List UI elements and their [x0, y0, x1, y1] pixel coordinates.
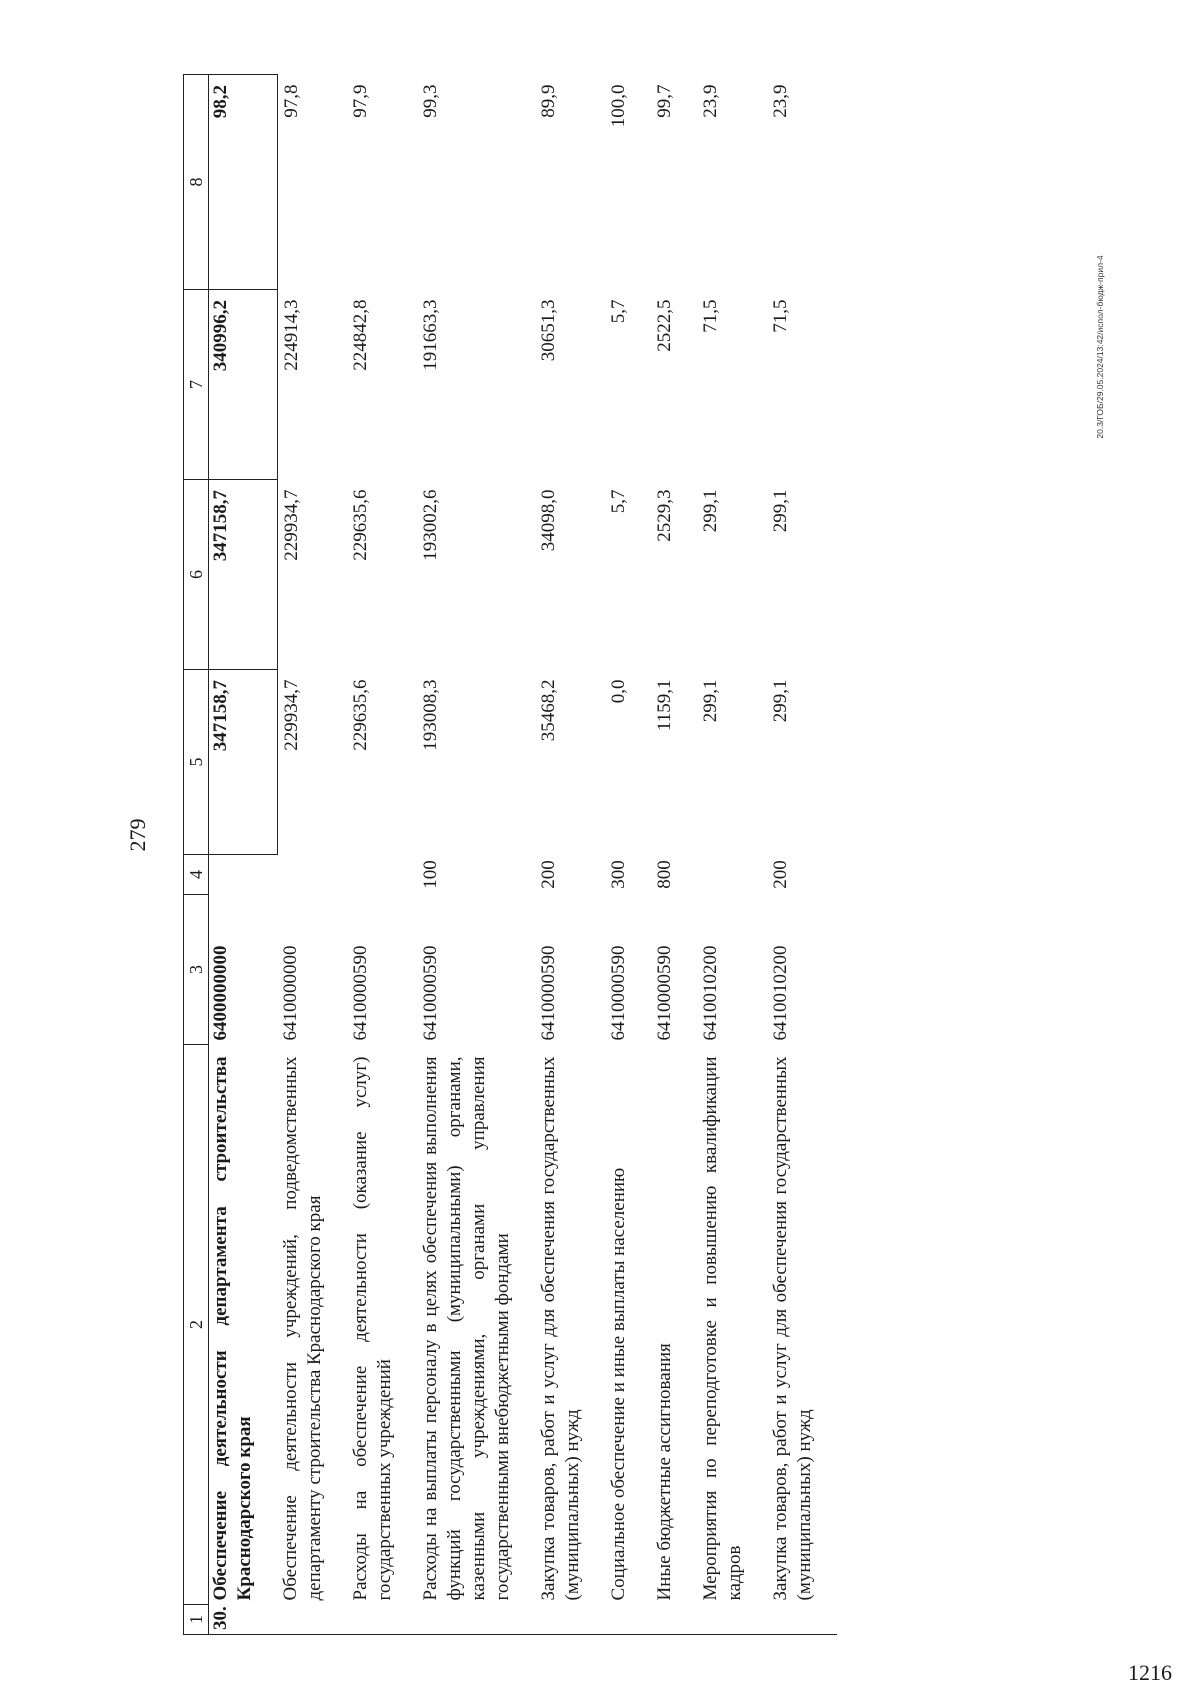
row-code: 6410000000 [280, 945, 301, 1041]
document-stamp: 20.3/ГОБ/29.05.2024/13:42/испол-бюдж-прил-4 [1095, 255, 1105, 439]
row-value-5: 193008,3 [420, 679, 441, 751]
row-value-8: 99,7 [654, 84, 675, 118]
row-value-5: 347158,7 [209, 670, 278, 855]
row-name: Мероприятия по переподготовке и повышению квалификации кадров [700, 1056, 745, 1601]
col-header-6: 6 [184, 480, 209, 670]
row-name: Иные бюджетные ассигнования [654, 1343, 675, 1601]
row-number [697, 1605, 767, 1635]
col-header-7: 7 [184, 290, 209, 480]
outer-page-number: 1216 [1128, 1660, 1172, 1685]
table-row [277, 75, 347, 1635]
row-code: 6410000590 [538, 945, 559, 1041]
budget-table [183, 74, 837, 1635]
table-row [697, 75, 767, 1635]
row-code: 6410000590 [420, 945, 441, 1041]
col-header-4: 4 [184, 855, 209, 895]
row-number: 30. [209, 1605, 278, 1635]
row-number [417, 1605, 535, 1635]
row-value-6: 2529,3 [654, 489, 675, 542]
table-row [347, 75, 417, 1635]
inner-page-number: 279 [125, 818, 150, 852]
row-value-6: 299,1 [700, 489, 721, 533]
table-header-row [184, 75, 209, 1635]
row-type: 800 [654, 860, 675, 889]
row-value-8: 89,9 [538, 84, 559, 118]
row-type: 100 [420, 860, 441, 889]
row-value-6: 34098,0 [538, 489, 559, 552]
table-row [417, 75, 535, 1635]
col-header-3: 3 [184, 895, 209, 1045]
row-value-8: 100,0 [608, 84, 629, 128]
row-number [535, 1605, 605, 1635]
col-header-1: 1 [184, 1605, 209, 1635]
row-code: 6410000590 [350, 945, 371, 1041]
row-name: Расходы на выплаты персоналу в целях обеспечения выполнения функций государственными (муниципальными) органами, казенными учреждениями, органами управления государственными внебюджетными фондами [420, 1056, 513, 1601]
row-value-5: 35468,2 [538, 679, 559, 742]
row-value-5: 0,0 [608, 679, 629, 704]
table-row [767, 75, 837, 1635]
row-name: Обеспечение деятельности департамента строительства Краснодарского края [210, 1056, 255, 1601]
table-row [605, 75, 651, 1635]
col-header-5: 5 [184, 670, 209, 855]
row-value-6: 193002,6 [420, 489, 441, 561]
row-type [277, 855, 347, 895]
row-number [651, 1605, 697, 1635]
row-type [347, 855, 417, 895]
row-value-7: 191663,3 [420, 299, 441, 371]
row-code: 6410010200 [700, 945, 721, 1041]
table-row [651, 75, 697, 1635]
row-value-5: 1159,1 [654, 679, 675, 732]
row-type: 300 [608, 860, 629, 889]
row-type [697, 855, 767, 895]
row-name: Закупка товаров, работ и услуг для обеспечения государственных (муниципальных) нужд [538, 1056, 583, 1601]
row-value-8: 99,3 [420, 84, 441, 118]
row-number [605, 1605, 651, 1635]
row-value-5: 229635,6 [350, 679, 371, 751]
row-value-5: 299,1 [770, 679, 791, 723]
row-value-7: 2522,5 [654, 299, 675, 352]
row-value-6: 5,7 [608, 489, 629, 514]
rotated-table-container [183, 75, 1193, 1635]
table-row [535, 75, 605, 1635]
col-header-8: 8 [184, 75, 209, 290]
row-name: Социальное обеспечение и иные выплаты населению [608, 1167, 629, 1601]
row-name: Расходы на обеспечение деятельности (оказание услуг) государственных учреждений [350, 1056, 395, 1601]
row-code: 6410000590 [608, 945, 629, 1041]
row-type [209, 855, 278, 895]
row-code: 6400000000 [210, 945, 231, 1041]
row-name: Обеспечение деятельности учреждений, подведомственных департаменту строительства Краснодарского края [280, 1056, 325, 1601]
row-type: 200 [770, 860, 791, 889]
row-value-7: 30651,3 [538, 299, 559, 362]
row-name: Закупка товаров, работ и услуг для обеспечения государственных (муниципальных) нужд [770, 1056, 815, 1601]
row-value-8: 23,9 [700, 84, 721, 118]
row-value-6: 229934,7 [280, 489, 302, 561]
row-code: 6410000590 [654, 945, 675, 1041]
row-value-8: 98,2 [209, 75, 278, 290]
row-type: 200 [538, 860, 559, 889]
row-value-7: 224914,3 [280, 299, 302, 371]
row-value-8: 97,8 [280, 84, 302, 118]
row-value-7: 71,5 [700, 299, 721, 333]
row-value-6: 347158,7 [209, 480, 278, 670]
row-code: 6410010200 [770, 945, 791, 1041]
row-value-5: 229934,7 [280, 679, 302, 751]
row-number [277, 1605, 347, 1635]
row-value-8: 23,9 [770, 84, 791, 118]
row-value-7: 224842,8 [350, 299, 371, 371]
row-number [767, 1605, 837, 1635]
row-value-5: 299,1 [700, 679, 721, 723]
row-number [347, 1605, 417, 1635]
table-row [209, 75, 278, 1635]
row-value-7: 340996,2 [209, 290, 278, 480]
row-value-7: 71,5 [770, 299, 791, 333]
row-value-8: 97,9 [350, 84, 371, 118]
row-value-6: 299,1 [770, 489, 791, 533]
col-header-2: 2 [184, 1045, 209, 1605]
row-value-6: 229635,6 [350, 489, 371, 561]
row-value-7: 5,7 [608, 299, 629, 324]
